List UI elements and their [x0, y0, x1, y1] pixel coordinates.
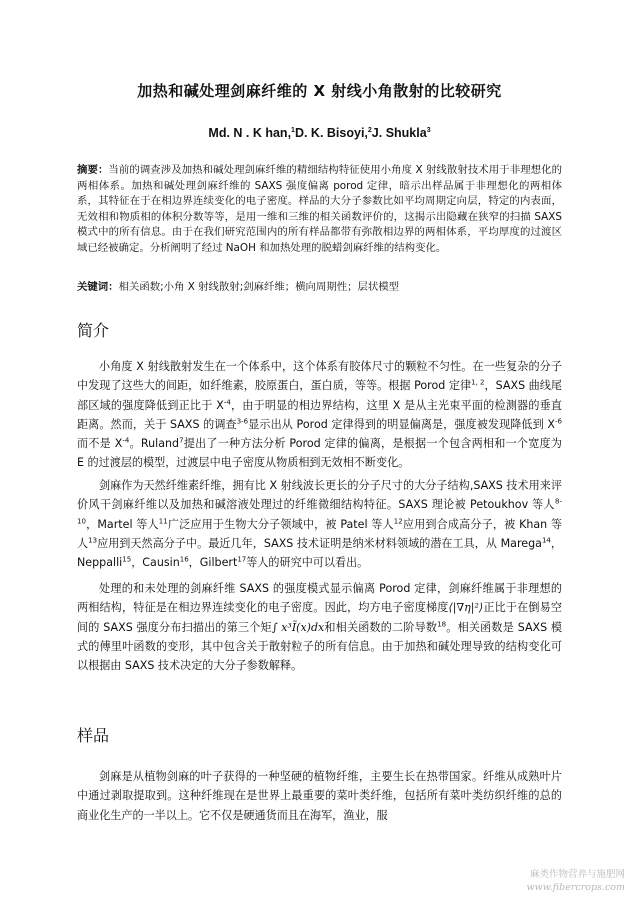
text-run: 正比于在倒易空间的 SAXS 强度分布扫描出的第三个矩 — [77, 601, 562, 634]
citation: 16 — [179, 555, 189, 564]
watermark-url: www.fibercrops.com — [526, 882, 625, 893]
citation: 7 — [179, 436, 184, 445]
author-name: J. Shukla — [371, 126, 427, 140]
watermark — [527, 868, 625, 894]
text-run: 显示出从 Porod 定律得到的明显偏离是，强度被发现降低到 X — [248, 417, 556, 431]
keywords — [77, 280, 562, 295]
intro-paragraph-3 — [77, 579, 562, 675]
abstract-text: 当前的调查涉及加热和碱处理剑麻纤维的精细结构特征使用小角度 X 射线散射技术用于非理想化的两相体系。加热和碱处理剑麻纤维的 SAXS 强度偏离 porod 定律，暗示出样品属于非理想化的两相体系，其特征在于在相边界连续变化的电子密度。样品的大分子参数比如平均周期定向层，特定的内表面，无效相和物质相的体积分数等等，是用一维和三维的相关函数评价的，这揭示出隐藏在狭窄的扫描 SAXS 模式中的所有信息。由于在我们研究范围内的所有样品都带有弥散相边界的两相体系，平均厚度的过渡区域已经被确定。分析阐明了经过 NaOH 和加热处理的脱蜡剑麻纤维的结构变化。 — [77, 164, 562, 254]
text-run: 应用到合成高分子，被 Khan 等人 — [77, 517, 562, 550]
text-run: 。相关函数是 SAXS 模式的傅里叶函数的变形，其中包含关于散射粒子的所有信息。由于加热和碱处理导致的结构变化可以根据由 SAXS 技术决定的大分子参数解释。 — [77, 620, 562, 673]
text-run: 。Ruland — [129, 437, 180, 451]
section-heading-sample: 样品 — [77, 726, 110, 745]
author-affiliation: 2 — [367, 126, 372, 134]
text-run: 提出了一种方法分析 Porod 定律的偏离，是根据一个包含两相和一个宽度为 E 的过渡层的模型，过渡层中电子密度从物质相到无效相不断变化。 — [77, 437, 562, 470]
author-name: D. K. Bisoyi, — [294, 126, 368, 140]
author-list — [0, 126, 639, 140]
text-run: 广泛应用于生物大分子领域中，被 Patel 等人 — [167, 517, 394, 531]
author-affiliation: 3 — [426, 126, 431, 134]
formula-gradient: ⟨|∇η|²⟩ — [448, 601, 484, 615]
citation: 8-10 — [77, 497, 562, 525]
exponent: -6 — [555, 417, 562, 426]
text-run: ，由于明显的相边界结构，这里 X 是从主光束平面的检测器的垂直距离。然而，关于 SAXS 的调查 — [77, 398, 563, 431]
citation: 18 — [437, 619, 447, 628]
text-run: ，Causin — [131, 556, 180, 570]
exponent: -4 — [223, 397, 231, 406]
text-run: ，Gilbert — [188, 556, 238, 570]
text-run: 应用到天然高分子中。最近几年，SAXS 技术证明是纳米材料领域的潜在工具，从 Marega — [97, 536, 542, 550]
citation: 13 — [88, 536, 98, 545]
citation: 3-6 — [236, 417, 249, 426]
citation: 14 — [541, 536, 551, 545]
abstract — [77, 163, 562, 256]
watermark-text: 麻类作物营养与施肥网 — [529, 869, 625, 880]
citation: 17 — [237, 555, 247, 564]
citation: 11 — [158, 516, 168, 525]
intro-paragraph-2 — [77, 476, 562, 572]
text-run: 等人的研究中可以看出。 — [246, 556, 369, 570]
text-run: 剑麻作为天然纤维素纤维，拥有比 X 射线波长更长的分子尺寸的大分子结构,SAXS 技术用来评价风干剑麻纤维以及加热和碱溶液处理过的纤维微细结构特征。SAXS 理论被 Petoukhov 等人 — [77, 479, 562, 512]
keywords-text: 相关函数;小角 X 射线散射;剑麻纤维；横向周期性；层状模型 — [118, 281, 400, 293]
text-run: ，SAXS 曲线尾部区域的强度降低到正比于 X — [77, 379, 562, 412]
citation: 12 — [393, 516, 403, 525]
exponent: -4 — [122, 436, 130, 445]
text-run: ，Neppalli — [77, 536, 562, 570]
text-run: 处理的和未处理的剑麻纤维 SAXS 的强度模式显示偏离 Porod 定律，剑麻纤维属于非理想的两相结构，特征是在相边界连续变化的电子密度。因此，均方电子密度梯度 — [77, 582, 562, 615]
author-name: Md. N . K han, — [208, 126, 292, 140]
author-affiliation: 1 — [291, 126, 295, 134]
sample-paragraph-1: 剑麻是从植物剑麻的叶子获得的一种坚硬的植物纤维，主要生长在热带国家。纤维从成熟叶片中通过剥取提取到。这种纤维现在是世界上最重要的菜叶类纤维，包括所有菜叶类纺织纤维的总的商业化生产的一半以上。它不仅是硬通货而且在海军，渔业，服 — [77, 770, 562, 822]
section-heading-intro: 简介 — [77, 321, 110, 340]
intro-paragraph-1 — [77, 357, 562, 473]
citation: 1, 2 — [471, 378, 485, 387]
keywords-label: 关键词： — [77, 281, 119, 293]
text-run: 而不是 X — [77, 437, 123, 451]
text-run: 小角度 X 射线散射发生在一个体系中，这个体系有胶体尺寸的颗粒不匀性。在一些复杂的分子中发现了这些大的间距，如纤维素，胶原蛋白，蛋白质，等等。根据 Porod 定律 — [77, 360, 562, 393]
citation: 15 — [122, 555, 132, 564]
text-run: ，Martel 等人 — [85, 517, 159, 531]
formula-integral: ∫ x³Ĩ(x)dx — [271, 620, 325, 634]
abstract-label: 摘要： — [77, 164, 109, 176]
text-run: 和相关函数的二阶导数 — [324, 620, 438, 634]
paper-title: 加热和碱处理剑麻纤维的 X 射线小角散射的比较研究 — [137, 82, 502, 100]
